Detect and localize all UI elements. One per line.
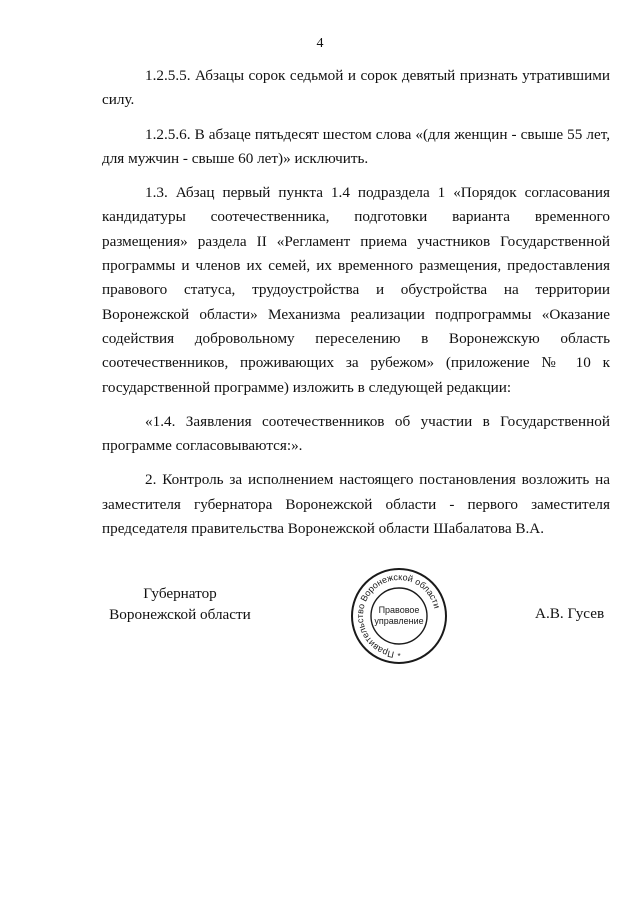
signatory-position (100, 583, 260, 625)
paragraph-1-3: 1.3. Абзац первый пункта 1.4 подраздела 1 «Порядок согласования кандидатуры соотечественника, подготовки варианта временного размещения» раздела II «Регламент приема участников Государственной программы и членов их семей, их временного размещения, предоставления правового статуса, трудоустройства и обустройства на территории Воронежской области» Механизма реализации подпрограммы «Оказание содействия добровольному переселению в Воронежскую область соотечественников, проживающих за рубежом» (приложение № 10 к государственной программе) изложить в следующей редакции: (102, 184, 610, 396)
signatory-title: Губернатор (143, 585, 217, 602)
stamp-ring-textpath: Правительство Воронежской области (354, 571, 443, 660)
stamp-seal (349, 566, 449, 666)
signatory-region: Воронежской области (109, 606, 251, 623)
paragraph-2: 2. Контроль за исполнением настоящего постановления возложить на заместителя губернатора Воронежской области - первого заместителя председателя правительства Воронежской области Шабалатова В.А. (102, 471, 610, 538)
page-number: 4 (316, 36, 324, 51)
stamp-center-line1: Правовое (378, 605, 420, 615)
document-body (102, 64, 610, 551)
paragraph-1-2-5-5: 1.2.5.5. Абзацы сорок седьмой и сорок девятый признать утратившими силу. (102, 67, 610, 109)
paragraph-1-4-quote: «1.4. Заявления соотечественников об участии в Государственной программе согласовываются:». (102, 412, 610, 455)
stamp-center-line2: управление (374, 616, 424, 626)
official-stamp (349, 566, 449, 666)
paragraph-1-2-5-6: 1.2.5.6. В абзаце пятьдесят шестом слова «(для женщин - свыше 55 лет, для мужчин - свыше 60 лет)» исключить. (102, 125, 610, 167)
signatory-name: А.В. Гусев (535, 605, 605, 622)
stamp-star-mark: * (397, 652, 401, 661)
